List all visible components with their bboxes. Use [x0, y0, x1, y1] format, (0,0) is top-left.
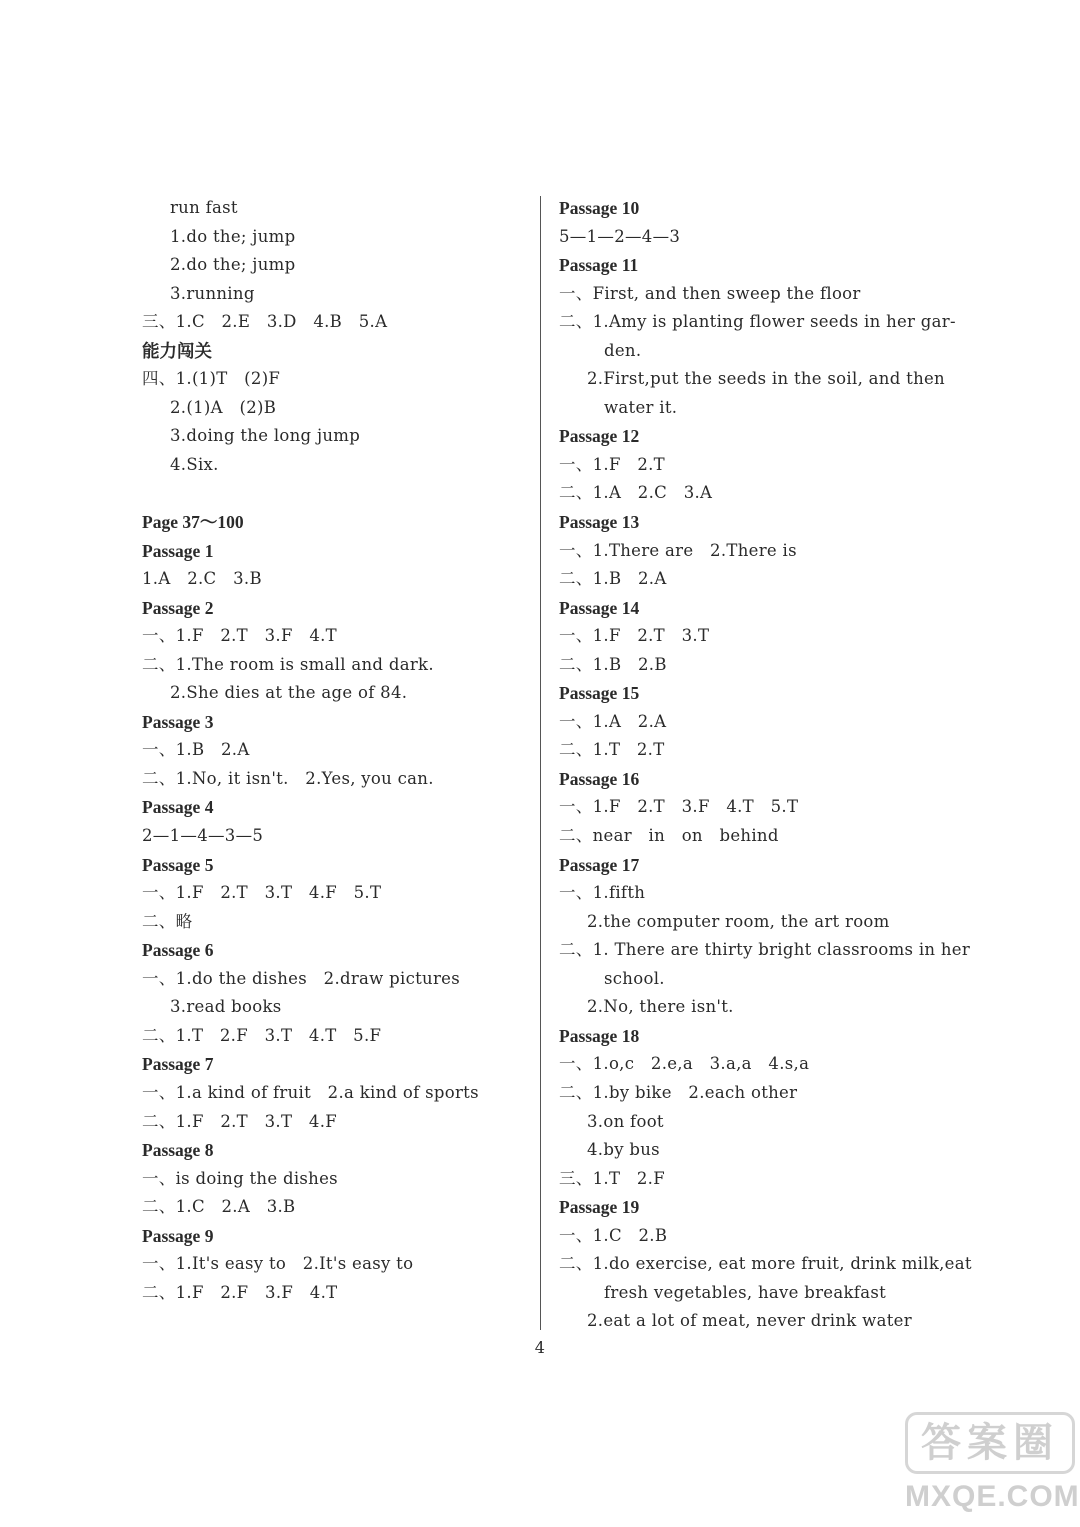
section-heading: Passage 5	[142, 854, 214, 875]
spacer	[142, 479, 522, 508]
answer-line: 二、near in on behind	[559, 826, 779, 846]
column-divider	[540, 196, 541, 1330]
answer-line: 二、略	[142, 911, 193, 931]
answer-line: 二、1.F 2.F 3.F 4.T	[142, 1282, 338, 1302]
section-heading: Passage 13	[559, 512, 640, 533]
answer-line: 一、1.F 2.T	[559, 454, 665, 474]
answer-line: 4.Six.	[170, 454, 219, 474]
answer-line: 一、First, and then sweep the floor	[559, 283, 861, 303]
answer-line: 3.doing the long jump	[170, 426, 361, 446]
answer-line: 4.by bus	[587, 1140, 660, 1160]
answer-line: 一、1.fifth	[559, 883, 646, 903]
watermark-url: MXQE.COM	[905, 1480, 1080, 1513]
answer-line: 一、1.F 2.T 3.F 4.T 5.T	[559, 797, 799, 817]
section-heading: Passage 15	[559, 683, 640, 704]
right-answer-column	[559, 194, 972, 1336]
answer-line: 5—1—2—4—3	[559, 226, 681, 246]
section-heading: Passage 18	[559, 1025, 640, 1046]
answer-line: 2—1—4—3—5	[142, 826, 264, 846]
answer-line: 一、1.o,c 2.e,a 3.a,a 4.s,a	[559, 1054, 810, 1074]
section-heading: Passage 1	[142, 540, 214, 561]
answer-line: 2.do the; jump	[170, 255, 296, 275]
answer-line: 2.First,put the seeds in the soil, and then	[587, 369, 945, 389]
answer-line: 二、1.A 2.C 3.A	[559, 483, 713, 503]
section-heading: Passage 10	[559, 198, 640, 218]
answer-line: 二、1.by bike 2.each other	[559, 1082, 798, 1102]
section-heading: Passage 7	[142, 1054, 214, 1075]
section-heading: Passage 8	[142, 1140, 214, 1161]
answer-line: 一、1.F 2.T 3.T 4.F 5.T	[142, 883, 382, 903]
section-heading: Passage 3	[142, 711, 214, 732]
answer-line: 2.eat a lot of meat, never drink water	[587, 1311, 912, 1331]
section-heading: Passage 9	[142, 1225, 214, 1246]
answer-line: 二、1.do exercise, eat more fruit, drink milk,eat	[559, 1254, 972, 1274]
answer-line: 一、1.a kind of fruit 2.a kind of sports	[142, 1082, 479, 1102]
section-heading: Page 37～100	[142, 512, 244, 533]
watermark-logo	[905, 1412, 1080, 1522]
answer-line: 一、1.do the dishes 2.draw pictures	[142, 968, 461, 988]
answer-line: 2.the computer room, the art room	[587, 911, 890, 931]
answer-line: 二、1.C 2.A 3.B	[142, 1197, 296, 1217]
section-heading: Passage 19	[559, 1197, 640, 1218]
answer-line: 2.She dies at the age of 84.	[170, 683, 408, 703]
section-heading: Passage 12	[559, 426, 640, 447]
section-heading: Passage 6	[142, 940, 214, 961]
section-heading: Passage 16	[559, 768, 640, 789]
answer-line: 二、1.F 2.T 3.T 4.F	[142, 1111, 337, 1131]
section-heading: Passage 17	[559, 854, 640, 875]
left-answer-column	[142, 194, 522, 1307]
answer-line: 三、1.C 2.E 3.D 4.B 5.A	[142, 312, 388, 332]
section-heading: Passage 4	[142, 797, 214, 818]
answer-line: 1.do the; jump	[170, 226, 296, 246]
answer-line: 1.A 2.C 3.B	[142, 569, 262, 589]
answer-line: 2.No, there isn't.	[587, 997, 734, 1017]
answer-line: 一、1.It's easy to 2.It's easy to	[142, 1254, 414, 1274]
answer-line: run fast	[170, 198, 238, 217]
page-number: 4	[534, 1338, 546, 1357]
answer-line: 四、1.(1)T (2)F	[142, 369, 281, 389]
section-heading: Passage 14	[559, 597, 640, 618]
answer-line: 3.read books	[170, 997, 282, 1017]
answer-line: 二、1.B 2.A	[559, 569, 667, 589]
answer-line: 2.(1)A (2)B	[170, 397, 277, 417]
section-heading: Passage 2	[142, 597, 214, 618]
answer-line: 3.on foot	[587, 1111, 664, 1131]
answer-line: 二、1.T 2.F 3.T 4.T 5.F	[142, 1025, 382, 1045]
answer-line: 二、1.T 2.T	[559, 740, 665, 760]
answer-line: 一、1.There are 2.There is	[559, 540, 797, 560]
answer-line: school.	[604, 968, 665, 988]
section-heading: 能力闯关	[142, 340, 212, 361]
answer-line: den.	[604, 340, 642, 360]
section-heading: Passage 11	[559, 255, 639, 276]
answer-line: 二、1. There are thirty bright classrooms in her	[559, 940, 971, 960]
answer-line: 一、1.B 2.A	[142, 740, 250, 760]
watermark-title: 答案圈	[905, 1412, 1075, 1474]
answer-line: 二、1.The room is small and dark.	[142, 654, 434, 674]
answer-line: 二、1.Amy is planting flower seeds in her gar-	[559, 312, 956, 332]
answer-line: 二、1.B 2.B	[559, 654, 667, 674]
answer-line: 一、1.F 2.T 3.T	[559, 626, 710, 646]
answer-line: 一、1.A 2.A	[559, 711, 667, 731]
answer-line: 3.running	[170, 283, 255, 303]
answer-line: 二、1.No, it isn't. 2.Yes, you can.	[142, 768, 434, 788]
answer-line: fresh vegetables, have breakfast	[604, 1282, 887, 1302]
answer-line: 一、1.F 2.T 3.F 4.T	[142, 626, 337, 646]
answer-line: 一、1.C 2.B	[559, 1225, 668, 1245]
answer-line: 一、is doing the dishes	[142, 1168, 338, 1188]
answer-line: 三、1.T 2.F	[559, 1168, 665, 1188]
answer-line: water it.	[604, 397, 678, 417]
